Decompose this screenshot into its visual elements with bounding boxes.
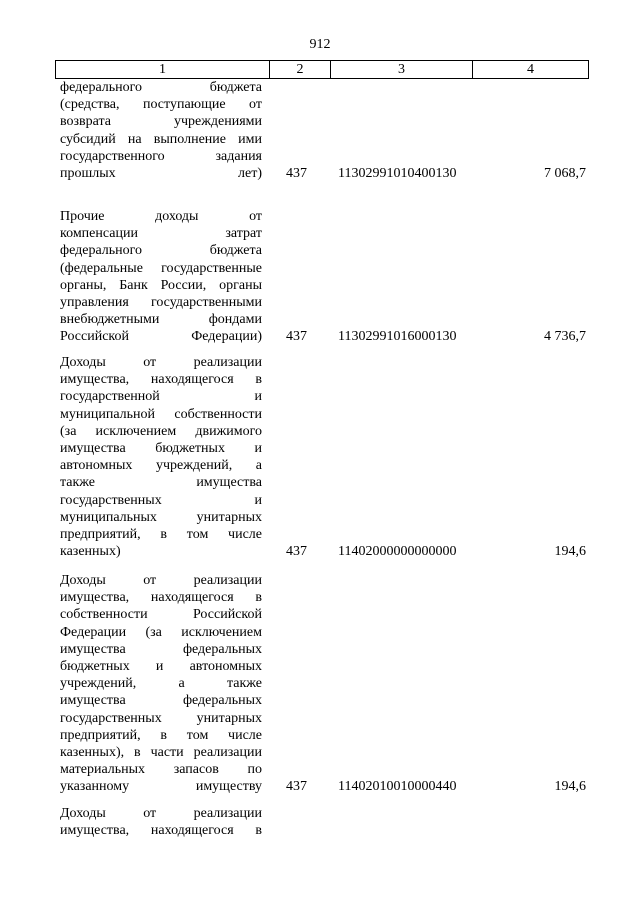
- row-admin-code: 437: [286, 329, 307, 345]
- row-budget-code: 11302991010400130: [338, 166, 457, 181]
- description-line: бюджетных и автономных: [60, 658, 262, 674]
- description-line: также имущества: [60, 475, 262, 491]
- row-budget-code: 11402010010000440: [338, 779, 457, 795]
- description-line: предприятий, в том числе: [60, 526, 262, 542]
- description-line: государственной и: [60, 389, 262, 405]
- description-line: (федеральные государственные: [60, 260, 262, 276]
- description-line: материальных запасов по: [60, 762, 262, 778]
- row-description: [60, 354, 262, 560]
- row-admin-code: 437: [286, 166, 307, 181]
- row-description: [60, 572, 262, 795]
- row-admin-code: 437: [286, 779, 307, 795]
- description-line: собственности Российской: [60, 607, 262, 623]
- page-number: 912: [309, 37, 331, 52]
- description-line: предприятий, в том числе: [60, 727, 262, 743]
- column-header-table: [55, 60, 589, 79]
- description-line: указанному имуществу: [60, 779, 262, 795]
- row-amount: 194,6: [554, 779, 586, 795]
- row-budget-code: 11302991016000130: [338, 329, 457, 345]
- description-line: компенсации затрат: [60, 226, 262, 242]
- description-line: федерального бюджета: [60, 243, 262, 259]
- description-line: Доходы от реализации: [60, 573, 262, 588]
- column-header-3: 3: [331, 61, 473, 79]
- row-description: [60, 805, 262, 839]
- description-line: имущества федеральных: [60, 693, 262, 709]
- row-description: [60, 79, 262, 182]
- description-line: имущества, находящегося в: [60, 590, 262, 606]
- column-header-1: 1: [56, 61, 270, 79]
- row-budget-code: 11402000000000000: [338, 544, 457, 560]
- description-line: муниципальной собственности: [60, 406, 262, 422]
- column-header-2: 2: [270, 61, 331, 79]
- description-line: возврата учреждениями: [60, 114, 262, 130]
- description-line: автономных учреждений, а: [60, 458, 262, 474]
- description-line: Доходы от реализации: [60, 806, 262, 821]
- description-line: государственных и: [60, 492, 262, 508]
- row-admin-code: 437: [286, 544, 307, 560]
- description-line: казенных): [60, 544, 121, 560]
- column-header-4: 4: [473, 61, 589, 79]
- description-line: федерального бюджета: [60, 80, 262, 95]
- description-line: внебюджетными фондами: [60, 312, 262, 328]
- description-line: (за исключением движимого: [60, 423, 262, 439]
- description-line: казенных), в части реализации: [60, 744, 262, 760]
- description-line: Прочие доходы от: [60, 209, 262, 224]
- description-line: имущества, находящегося в: [60, 372, 262, 388]
- description-line: имущества федеральных: [60, 641, 262, 657]
- description-line: Доходы от реализации: [60, 355, 262, 370]
- description-line: имущества, находящегося в: [60, 823, 262, 839]
- description-line: имущества бюджетных и: [60, 440, 262, 456]
- description-line: муниципальных унитарных: [60, 509, 262, 525]
- description-line: государственных унитарных: [60, 710, 262, 726]
- row-amount: 194,6: [554, 544, 586, 560]
- description-line: органы, Банк России, органы: [60, 277, 262, 293]
- description-line: Федерации (за исключением: [60, 624, 262, 640]
- description-line: субсидий на выполнение ими: [60, 131, 262, 147]
- description-line: (средства, поступающие от: [60, 97, 262, 113]
- row-amount: 7 068,7: [544, 166, 586, 181]
- row-amount: 4 736,7: [544, 329, 586, 345]
- description-line: Российской Федерации): [60, 329, 262, 345]
- row-description: [60, 208, 262, 346]
- description-line: прошлых лет): [60, 165, 262, 181]
- description-line: государственного задания: [60, 148, 262, 164]
- description-line: учреждений, а также: [60, 676, 262, 692]
- description-line: управления государственными: [60, 294, 262, 310]
